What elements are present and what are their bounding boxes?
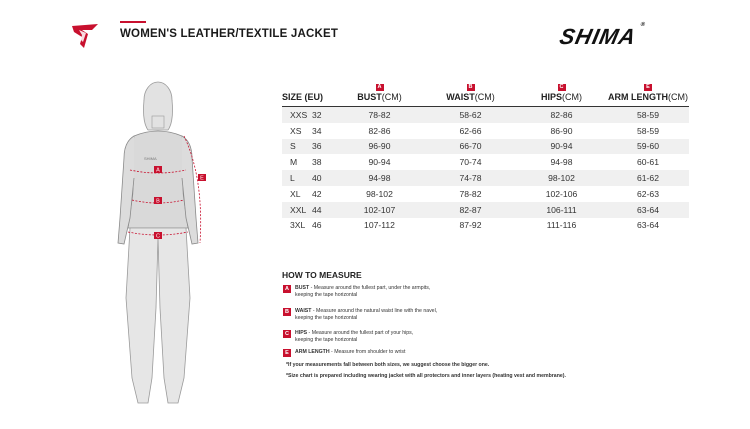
registered-mark: ® <box>639 21 647 28</box>
bust-cell: 107-112 <box>364 220 395 231</box>
waist-cell: 74-78 <box>425 170 516 186</box>
chest-logo: SHIMA <box>144 156 157 161</box>
bust-cell: 96-90 <box>334 139 425 155</box>
size-cell: XXL <box>282 202 312 218</box>
waist-cell: 62-66 <box>459 125 482 136</box>
footnote-size-chart: *Size chart is prepared including wearing jacket with all protectors and inner layers (heating vest and membrane). <box>286 373 566 379</box>
arm-cell: 60-61 <box>637 157 659 168</box>
size-column-header: SIZE (EU) <box>282 84 334 107</box>
col-unit: (CM) <box>562 92 582 102</box>
eu-cell: 40 <box>312 170 334 186</box>
measure-item-bust <box>283 285 430 299</box>
waist-cell: 58-62 <box>425 107 516 123</box>
size-table <box>282 84 689 233</box>
measure-name: HIPS <box>295 330 308 336</box>
waist-column-header <box>425 84 516 107</box>
bust-cell: 90-94 <box>368 157 391 168</box>
bust-cell: 94-98 <box>334 170 425 186</box>
footnote-between-sizes: *If your measurements fall between both sizes, we suggest choose the bigger one. <box>286 362 490 368</box>
brand-wordmark <box>557 21 647 50</box>
badge-e: E <box>283 349 291 357</box>
hips-cell: 90-94 <box>516 139 607 155</box>
eu-cell: 38 <box>312 157 322 168</box>
hips-cell: 86-90 <box>550 125 573 136</box>
table-row <box>282 107 689 123</box>
measure-item-hips <box>283 330 413 344</box>
body-figure <box>108 78 228 418</box>
arm-cell: 61-62 <box>607 170 689 186</box>
table-row <box>282 170 689 186</box>
hips-cell: 111-116 <box>546 220 577 231</box>
hips-cell: 102-106 <box>545 188 578 199</box>
waist-cell: 78-82 <box>459 188 482 199</box>
badge-c: C <box>283 330 291 338</box>
measure-item-arm-length <box>283 349 405 357</box>
badge-c: C <box>558 84 566 91</box>
table-row <box>282 154 689 170</box>
col-label: HIPS <box>540 92 562 102</box>
hips-column-header <box>516 84 607 107</box>
table-row <box>282 186 689 202</box>
table-row <box>282 123 689 139</box>
table-row <box>282 202 689 218</box>
badge-e: E <box>644 84 652 91</box>
waist-cell: 70-74 <box>459 157 482 168</box>
badge-b: B <box>467 84 475 91</box>
hips-cell: 82-86 <box>516 107 607 123</box>
svg-text:C: C <box>156 233 160 240</box>
brand-name: SHIMA <box>557 24 639 49</box>
col-label: BUST <box>357 92 382 102</box>
measure-desc: - Measure around the fullest part, under the armpits, <box>309 285 431 291</box>
measure-desc-cont: keeping the tape horizontal <box>295 337 358 343</box>
col-label: ARM LENGTH <box>608 92 668 102</box>
arm-cell: 58-59 <box>637 125 659 136</box>
col-unit: (CM) <box>474 92 495 102</box>
shima-logo-icon <box>70 20 100 50</box>
size-cell: XXS <box>282 107 312 123</box>
measure-desc: - Measure from shoulder to wrist <box>329 349 406 355</box>
bust-cell: 102-107 <box>334 202 425 218</box>
eu-cell: 44 <box>312 202 334 218</box>
size-cell: 3XL <box>290 220 306 231</box>
size-cell: S <box>282 139 312 155</box>
badge-a: A <box>283 285 291 293</box>
bust-cell: 82-86 <box>368 125 391 136</box>
measure-desc: - Measure around the fullest part of your hips, <box>307 330 414 336</box>
page-title: WOMEN'S LEATHER/TEXTILE JACKET <box>120 28 339 40</box>
eu-cell: 42 <box>312 188 322 199</box>
measure-name: ARM LENGTH <box>295 349 330 355</box>
table-row <box>282 139 689 155</box>
bust-column-header <box>334 84 425 107</box>
marker-b <box>154 197 162 205</box>
marker-a <box>154 166 162 174</box>
measure-name: BUST <box>295 285 310 291</box>
arm-cell: 63-64 <box>607 202 689 218</box>
measure-desc-cont: keeping the tape horizontal <box>295 292 358 298</box>
measure-desc: - Measure around the natural waist line with the navel, <box>311 308 438 314</box>
measure-name: WAIST <box>295 308 312 314</box>
table-row <box>282 218 689 234</box>
svg-text:E: E <box>200 175 204 182</box>
arm-cell: 59-60 <box>607 139 689 155</box>
bust-cell: 78-82 <box>334 107 425 123</box>
arm-cell: 58-59 <box>607 107 689 123</box>
marker-c <box>154 232 162 240</box>
col-unit: (CM) <box>381 92 402 102</box>
hips-cell: 98-102 <box>516 170 607 186</box>
eu-cell: 36 <box>312 139 334 155</box>
size-cell: XL <box>290 188 301 199</box>
size-cell: L <box>282 170 312 186</box>
hips-cell: 106-111 <box>516 202 607 218</box>
marker-e <box>198 174 206 182</box>
col-label: WAIST <box>446 92 475 102</box>
eu-cell: 32 <box>312 107 334 123</box>
table-header-row <box>282 84 689 107</box>
size-cell: M <box>290 157 298 168</box>
how-to-measure-title: HOW TO MEASURE <box>282 270 362 280</box>
eu-cell: 34 <box>312 125 322 136</box>
arm-length-column-header <box>607 84 689 107</box>
title-accent-line <box>120 21 146 23</box>
measure-desc-cont: keeping the tape horizontal <box>295 315 358 321</box>
measure-item-waist <box>283 308 437 322</box>
arm-cell: 63-64 <box>637 220 659 231</box>
col-unit: (CM) <box>668 92 688 102</box>
svg-text:B: B <box>156 198 160 205</box>
waist-cell: 66-70 <box>425 139 516 155</box>
bust-cell: 98-102 <box>366 188 393 199</box>
waist-cell: 87-92 <box>459 220 482 231</box>
hips-cell: 94-98 <box>550 157 573 168</box>
size-cell: XS <box>290 125 302 136</box>
svg-text:A: A <box>156 167 160 174</box>
badge-a: A <box>376 84 384 91</box>
eu-cell: 46 <box>312 220 322 231</box>
arm-cell: 62-63 <box>637 188 659 199</box>
waist-cell: 82-87 <box>425 202 516 218</box>
badge-b: B <box>283 308 291 316</box>
